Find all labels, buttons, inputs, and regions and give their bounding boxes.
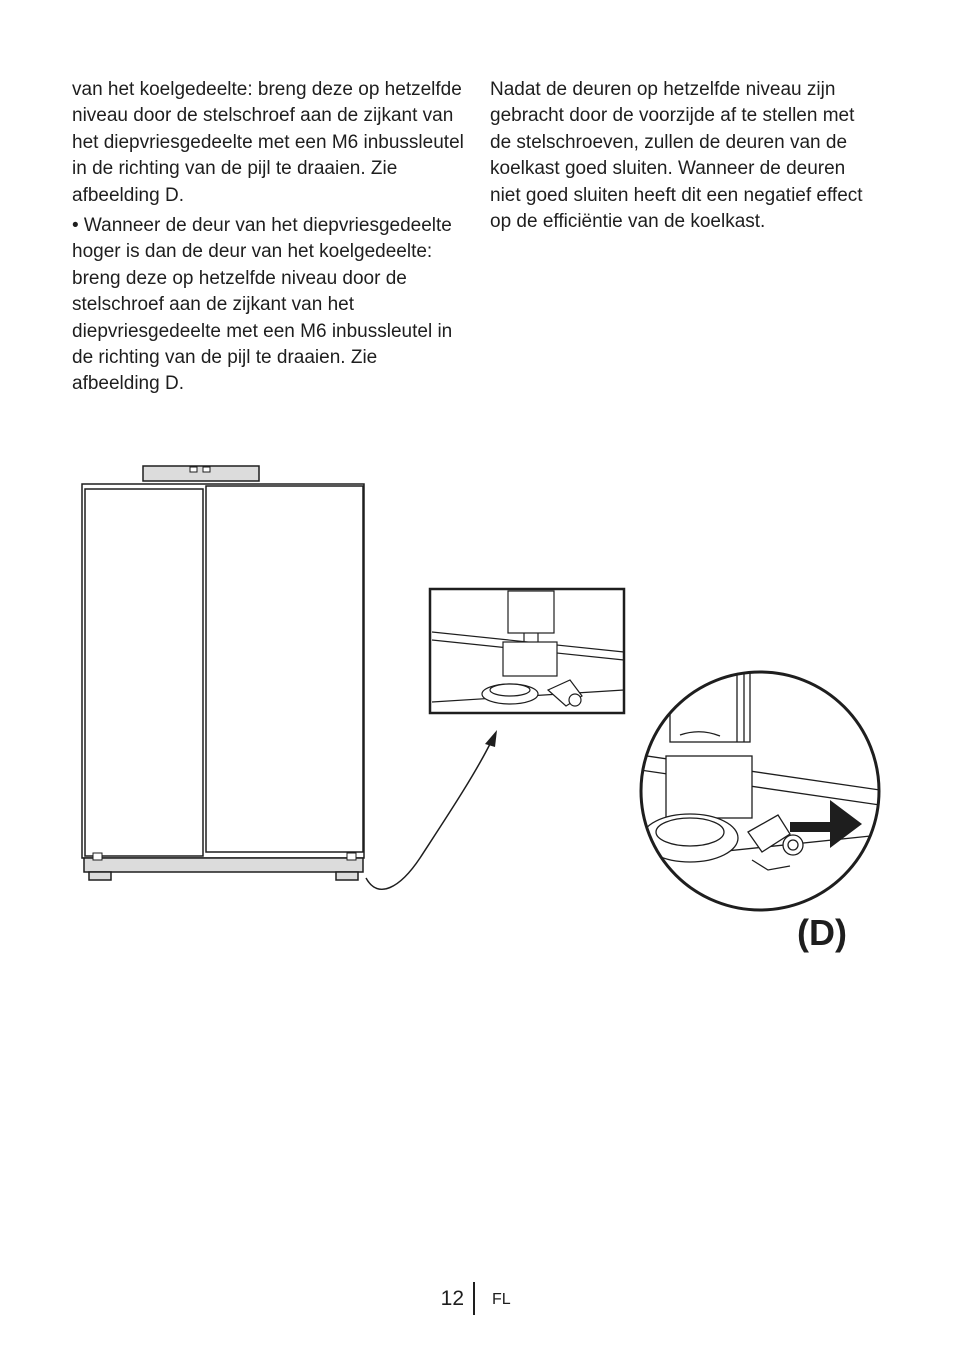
footer-divider [473, 1282, 475, 1315]
fridge-front-view [82, 466, 364, 880]
detail-box [430, 589, 624, 713]
page-number: 12 [440, 1287, 464, 1310]
figure-label: (D) [797, 912, 847, 953]
left-paragraph-2: • Wanneer de deur van het diepvriesgedeelte hoger is dan de deur van het koelgedeelte: breng deze op hetzelfde niveau door de stelschroef aan de zijkant van het diepvriesgedeelte met een M6 inbussleutel in de richting van de pijl te draaien. Zie afbeelding D. [72, 215, 453, 395]
pointer-arrow [366, 730, 497, 889]
zoom-circle-detail [640, 670, 880, 910]
left-paragraph-1: van het koelgedeelte: breng deze op hetzelfde niveau door de stelschroef aan de zijkant van het diepvriesgedeelte met een M6 inbussleutel in de richting van de pijl te draaien. Zie afbeelding D. [72, 79, 464, 206]
language-code: FL [492, 1291, 511, 1308]
right-paragraph-1: Nadat de deuren op hetzelfde niveau zijn gebracht door de voorzijde af te stellen met de stelschroeven, zullen de deuren van de koelkast goed sluiten. Wanneer de deuren niet goed sluiten heeft dit een negatief effect op de efficiëntie van de koelkast. [490, 79, 863, 233]
